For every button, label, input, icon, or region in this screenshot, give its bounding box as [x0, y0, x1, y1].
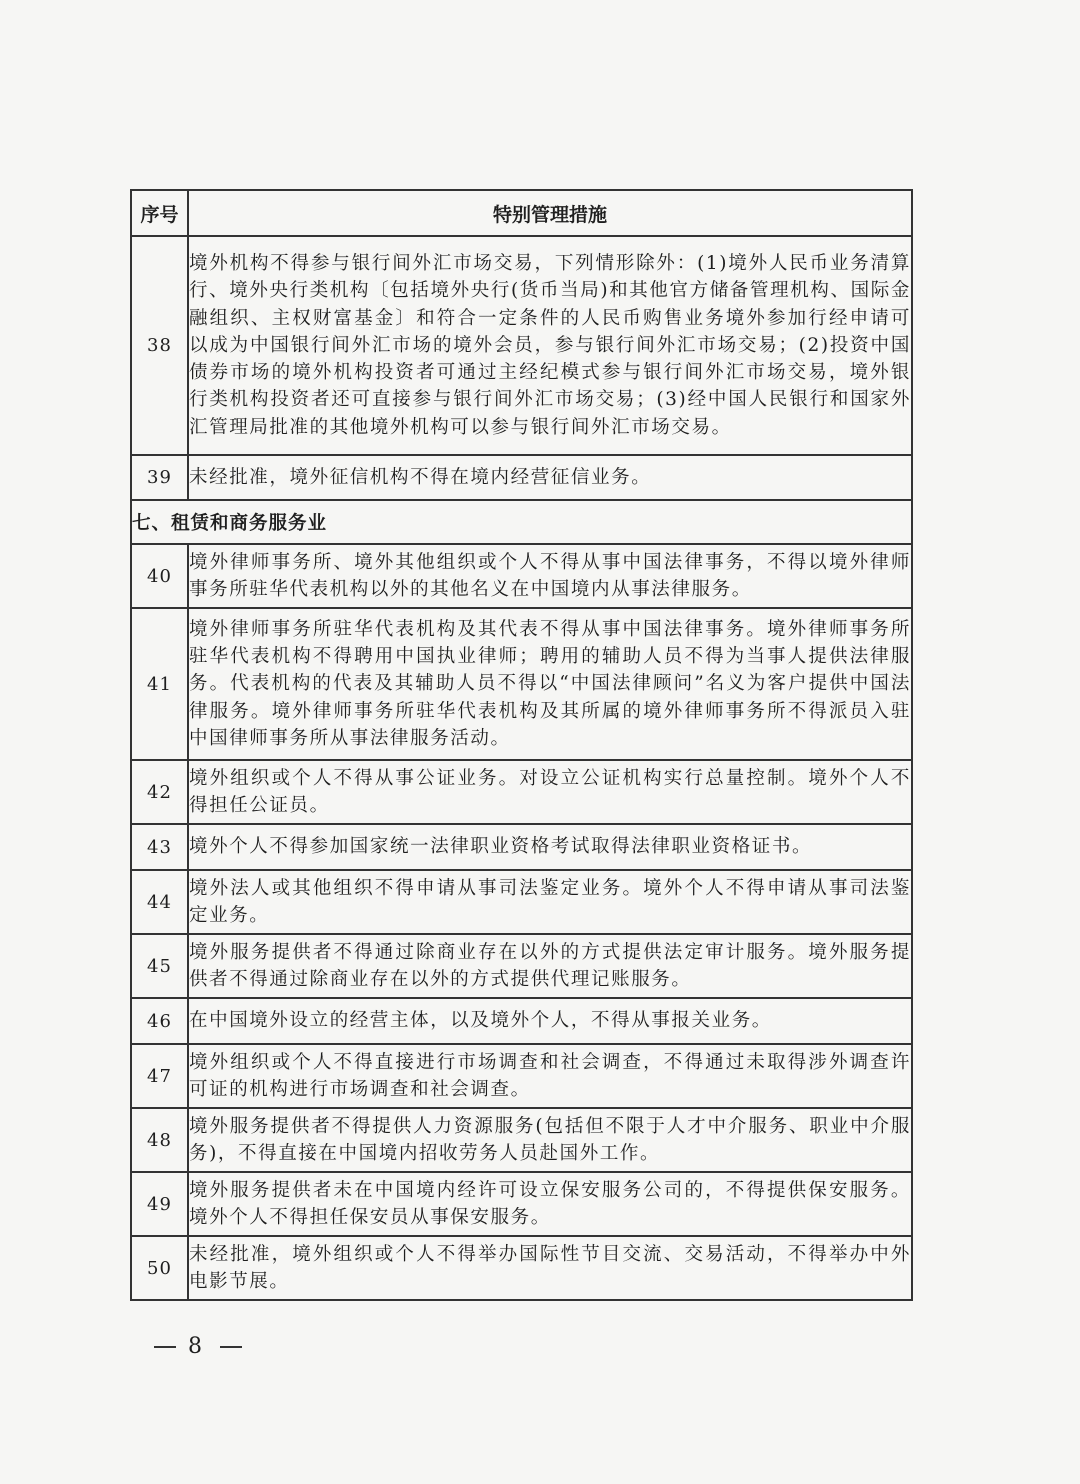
footer-dash-right	[220, 1346, 242, 1348]
row-text: 境外组织或个人不得直接进行市场调查和社会调查，不得通过未取得涉外调查许可证的机构进行市场调查和社会调查。	[188, 1044, 912, 1108]
row-text: 境外组织或个人不得从事公证业务。对设立公证机构实行总量控制。境外个人不得担任公证员。	[188, 760, 912, 824]
row-number: 47	[131, 1044, 188, 1108]
table-row	[131, 1044, 912, 1108]
table-row	[131, 934, 912, 998]
row-number: 46	[131, 998, 188, 1044]
row-number: 43	[131, 824, 188, 870]
row-number: 44	[131, 870, 188, 934]
row-text: 境外机构不得参与银行间外汇市场交易，下列情形除外：(1)境外人民币业务清算行、境外央行类机构〔包括境外央行(货币当局)和其他官方储备管理机构、国际金融组织、主权财富基金〕和符合一定条件的人民币购售业务境外参加行经申请可以成为中国银行间外汇市场的境外会员，参与银行间外汇市场交易；(2)投资中国债券市场的境外机构投资者可通过主经纪模式参与银行间外汇市场交易，境外银行类机构投资者还可直接参与银行间外汇市场交易；(3)经中国人民银行和国家外汇管理局批准的其他境外机构可以参与银行间外汇市场交易。	[188, 236, 912, 455]
page-number: 8	[188, 1334, 208, 1359]
table-header-row	[131, 190, 912, 236]
row-text: 境外法人或其他组织不得申请从事司法鉴定业务。境外个人不得申请从事司法鉴定业务。	[188, 870, 912, 934]
table-row	[131, 760, 912, 824]
footer-dash-left	[154, 1346, 176, 1348]
table-row	[131, 544, 912, 608]
row-number: 45	[131, 934, 188, 998]
table-row	[131, 1108, 912, 1172]
row-number: 38	[131, 236, 188, 455]
page-footer	[142, 1334, 254, 1359]
row-number: 41	[131, 608, 188, 760]
table-row	[131, 455, 912, 500]
measures-table	[130, 189, 913, 1301]
row-text: 未经批准，境外组织或个人不得举办国际性节目交流、交易活动，不得举办中外电影节展。	[188, 1236, 912, 1300]
section-row	[131, 500, 912, 544]
row-number: 40	[131, 544, 188, 608]
row-text: 境外服务提供者不得提供人力资源服务(包括但不限于人才中介服务、职业中介服务)，不得直接在中国境内招收劳务人员赴国外工作。	[188, 1108, 912, 1172]
table-row	[131, 236, 912, 455]
row-number: 49	[131, 1172, 188, 1236]
table-row	[131, 998, 912, 1044]
row-number: 50	[131, 1236, 188, 1300]
table-row	[131, 824, 912, 870]
row-number: 42	[131, 760, 188, 824]
row-text: 境外律师事务所、境外其他组织或个人不得从事中国法律事务，不得以境外律师事务所驻华代表机构以外的其他名义在中国境内从事法律服务。	[188, 544, 912, 608]
row-text: 境外律师事务所驻华代表机构及其代表不得从事中国法律事务。境外律师事务所驻华代表机构不得聘用中国执业律师；聘用的辅助人员不得为当事人提供法律服务。代表机构的代表及其辅助人员不得以“中国法律顾问”名义为客户提供中国法律服务。境外律师事务所驻华代表机构及其所属的境外律师事务所不得派员入驻中国律师事务所从事法律服务活动。	[188, 608, 912, 760]
row-text: 未经批准，境外征信机构不得在境内经营征信业务。	[188, 455, 912, 500]
header-special-measures: 特别管理措施	[188, 190, 912, 236]
table-row	[131, 1172, 912, 1236]
row-number: 48	[131, 1108, 188, 1172]
table-row	[131, 1236, 912, 1300]
row-text: 境外服务提供者未在中国境内经许可设立保安服务公司的，不得提供保安服务。境外个人不得担任保安员从事保安服务。	[188, 1172, 912, 1236]
row-text: 境外个人不得参加国家统一法律职业资格考试取得法律职业资格证书。	[188, 824, 912, 870]
table-row	[131, 608, 912, 760]
section-title: 七、租赁和商务服务业	[131, 500, 912, 544]
table-row	[131, 870, 912, 934]
row-text: 境外服务提供者不得通过除商业存在以外的方式提供法定审计服务。境外服务提供者不得通过除商业存在以外的方式提供代理记账服务。	[188, 934, 912, 998]
row-number: 39	[131, 455, 188, 500]
header-serial-number: 序号	[131, 190, 188, 236]
row-text: 在中国境外设立的经营主体，以及境外个人，不得从事报关业务。	[188, 998, 912, 1044]
